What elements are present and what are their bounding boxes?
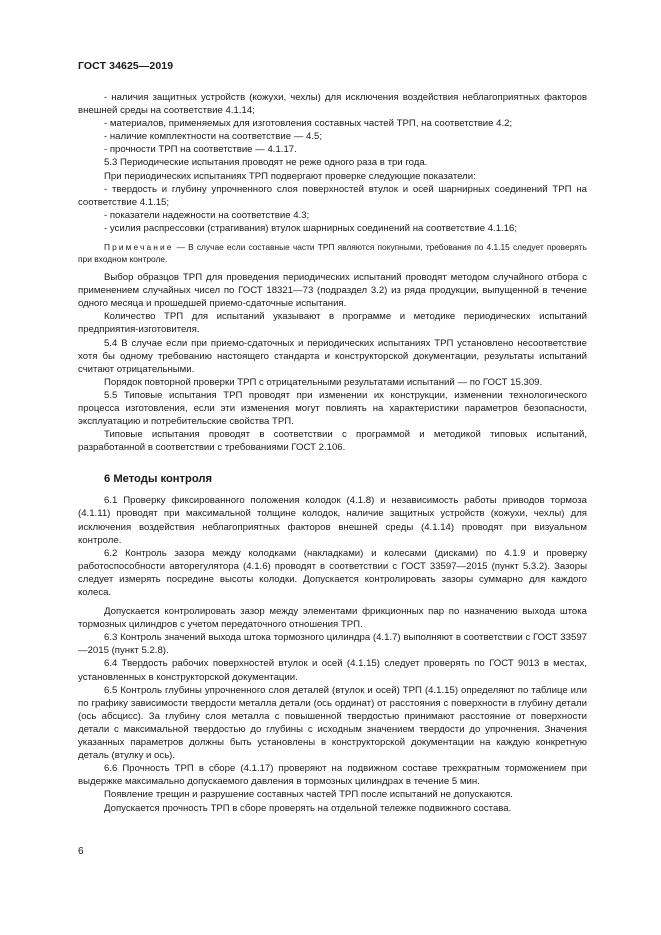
paragraph: 5.4 В случае если при приемо-сдаточных и периодических испытаниях ТРП установлено несоответствие хотя бы одному требованию настоящего стандарта и конструкторской документации, результаты испытаний считают отрицательными. [78, 337, 587, 375]
paragraph: 5.5 Типовые испытания ТРП проводят при изменении их конструкции, изменении технологического процесса изготовления, если эти изменения могут повлиять на характеристики параметров безопасности, эксплуатацию и потребительские свойства ТРП. [78, 389, 587, 428]
page-number: 6 [78, 846, 84, 857]
paragraph: - твердость и глубину упрочненного слоя поверхностей втулок и осей шарнирных соединений ТРП на соответствие 4.1.15; [78, 183, 587, 208]
note-text: — В случае если составные части ТРП являются покупными, требования по 4.1.15 следует проверять при входном контроле. [78, 242, 587, 265]
paragraph: Выбор образцов ТРП для проведения периодических испытаний проводят методом случайного отбора с применением случайных чисел по ГОСТ 18321—73 (подраздел 3.2) из ряда продукции, выпущенной в течение одного месяца и прошедшей приемо-сдаточные испытания. [78, 272, 587, 310]
paragraph: - усилия распрессовки (страгивания) втулок шарнирных соединений на соответствие 4.1.16; [104, 222, 518, 234]
paragraph: - наличия защитных устройств (кожухи, чехлы) для исключения воздействия неблагоприятных факторов внешней среды на соответствие 4.1.14; [78, 92, 587, 117]
section-title: 6 Методы контроля [104, 473, 213, 486]
paragraph: Количество ТРП для испытаний указывают в программе и методике периодических испытаний предприятия-изготовителя. [78, 311, 587, 336]
paragraph: 6.6 Прочность ТРП в сборе (4.1.17) проверяют на подвижном составе трехкратным торможением при выдержке максимально допускаемого давления в тормозных цилиндрах в течение 5 мин. [78, 763, 587, 788]
paragraph: При периодических испытаниях ТРП подвергают проверке следующие показатели: [104, 170, 476, 182]
paragraph: 6.5 Контроль глубины упрочненного слоя деталей (втулок и осей) ТРП (4.1.15) определяют по таблице или по графику зависимости твердости металла детали (ось ординат) от расстояния с поверхности в глубину детали (ось абсцисс). За глубину слоя металла с повышенной твердостью принимают расстояние от поверхности детали с максимальной твердостью до глубины с исходным значением твердости до упрочнения. Значения указанных параметров должны быть установлены в конструкторской документации на каждую конкретную деталь (втулку и ось). [78, 684, 587, 762]
note-label: Примечание [104, 242, 174, 253]
paragraph: 6.3 Контроль значений выхода штока тормозного цилиндра (4.1.7) выполняют в соответствии с ГОСТ 33597—2015 (пункт 5.2.8). [78, 632, 587, 657]
paragraph: - прочности ТРП на соответствие — 4.1.17. [104, 144, 297, 156]
paragraph: 6.1 Проверку фиксированного положения колодок (4.1.8) и независимость работы приводов тормоза (4.1.11) проводят при максимальной толщине колодок, наличие защитных устройств (кожухи, чехлы) для исключения воздействия неблагоприятных факторов внешней среды (4.1.14) проводят при визуальном контроле. [78, 495, 587, 546]
note [78, 241, 587, 265]
document-body [78, 91, 587, 815]
paragraph: 6.4 Твердость рабочих поверхностей втулок и осей (4.1.15) следует проверять по ГОСТ 9013 в местах, установленных в конструкторской документации. [78, 658, 587, 683]
paragraph: Допускается прочность ТРП в сборе проверять на отдельной тележке подвижного состава. [104, 802, 512, 814]
paragraph: - наличие комплектности на соответствие — 4.5; [104, 131, 322, 143]
paragraph: 6.2 Контроль зазора между колодками (накладками) и колесами (дисками) по 4.1.9 и проверку работоспособности авторегулятора (4.1.6) проводят в соответствии с ГОСТ 33597—2015 (пункт 5.3.2). Зазоры следует измерять посредине высоты колодки. Допускается контролировать зазоры суммарно для каждого колеса. [78, 547, 587, 598]
paragraph: Допускается контролировать зазор между элементами фрикционных пар по назначению выхода штока тормозных цилиндров с учетом передаточного отношения ТРП. [78, 606, 587, 631]
paragraph: Порядок повторной проверки ТРП с отрицательными результатами испытаний — по ГОСТ 15.309. [104, 376, 543, 388]
document-header: ГОСТ 34625—2019 [78, 60, 174, 72]
paragraph: Типовые испытания проводят в соответствии с программой и методикой типовых испытаний, разработанной в соответствии с требованиями ГОСТ 2.106. [78, 429, 587, 454]
paragraph: Появление трещин и разрушение составных частей ТРП после испытаний не допускаются. [104, 789, 513, 801]
paragraph: 5.3 Периодические испытания проводят не реже одного раза в три года. [104, 157, 428, 169]
paragraph: - материалов, применяемых для изготовления составных частей ТРП, на соответствие 4.2; [104, 118, 513, 130]
paragraph: - показатели надежности на соответствие 4.3; [104, 209, 310, 221]
